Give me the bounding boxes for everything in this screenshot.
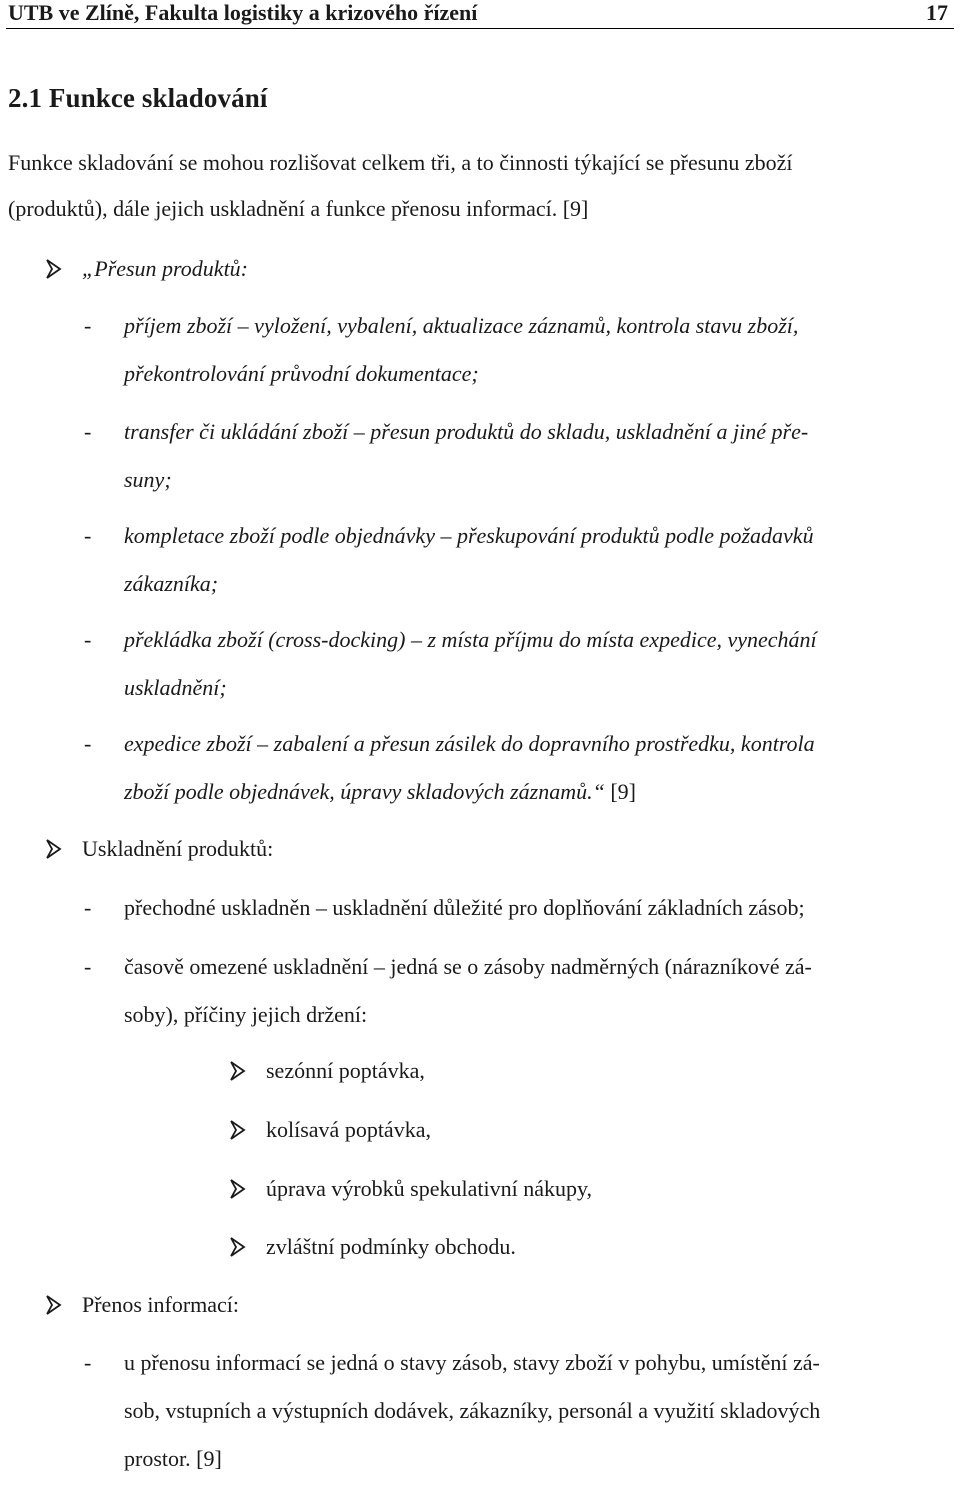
arrow-bullet-icon	[228, 1232, 256, 1262]
item-line: suny;	[124, 467, 172, 492]
item-line: sob, vstupních a výstupních dodávek, zákazníky, personál a využití skladových	[124, 1398, 821, 1423]
bullet-title: „Přesun produktů:	[82, 256, 249, 281]
header-title: UTB ve Zlíně, Fakulta logistiky a krizového řízení	[8, 0, 478, 25]
citation: [9]	[604, 779, 637, 804]
item-line: prostor. [9]	[124, 1446, 222, 1471]
arrow-bullet-icon	[44, 254, 72, 284]
item-line: přechodné uskladněn – uskladnění důležité pro doplňování základních zásob;	[124, 895, 805, 920]
item-line: expedice zboží – zabalení a přesun zásilek do dopravního prostředku, kontrola	[124, 731, 815, 756]
dash-marker: -	[84, 1350, 92, 1375]
item-line: překládka zboží (cross-docking) – z místa příjmu do místa expedice, vynechání	[124, 627, 817, 652]
bullet-title: Uskladnění produktů:	[82, 836, 274, 861]
item-line: uskladnění;	[124, 675, 227, 700]
item-line-quote: zboží podle objednávek, úpravy skladových záznamů.“	[124, 779, 605, 804]
arrow-bullet-icon	[228, 1174, 256, 1204]
arrow-bullet-icon	[44, 1290, 72, 1320]
arrow-bullet-icon	[228, 1115, 256, 1145]
dash-marker: -	[84, 523, 92, 548]
dash-marker: -	[84, 313, 92, 338]
arrow-bullet-icon	[44, 834, 72, 864]
dash-marker: -	[84, 419, 92, 444]
item-line: zákazníka;	[124, 571, 219, 596]
section-heading: 2.1 Funkce skladování	[8, 83, 268, 113]
dash-marker: -	[84, 731, 92, 756]
sub-bullet-text: kolísavá poptávka,	[266, 1117, 431, 1142]
sub-bullet-text: zvláštní podmínky obchodu.	[266, 1234, 516, 1259]
dash-marker: -	[84, 627, 92, 652]
dash-marker: -	[84, 954, 92, 979]
item-line: soby), příčiny jejich držení:	[124, 1002, 368, 1027]
sub-bullet-text: sezónní poptávka,	[266, 1058, 425, 1083]
bullet-title: Přenos informací:	[82, 1292, 240, 1317]
page-number: 17	[926, 0, 948, 25]
arrow-bullet-icon	[228, 1056, 256, 1086]
dash-marker: -	[84, 895, 92, 920]
item-line: transfer či ukládání zboží – přesun produktů do skladu, uskladnění a jiné pře-	[124, 419, 809, 444]
page-header	[6, 0, 954, 29]
item-line: časově omezené uskladnění – jedná se o zásoby nadměrných (nárazníkové zá-	[124, 954, 812, 979]
sub-bullet-text: úprava výrobků spekulativní nákupy,	[266, 1176, 593, 1201]
item-line: u přenosu informací se jedná o stavy zásob, stavy zboží v pohybu, umístění zá-	[124, 1350, 820, 1375]
item-line	[124, 777, 954, 825]
item-line: překontrolování průvodní dokumentace;	[124, 361, 479, 386]
item-line: příjem zboží – vyložení, vybalení, aktualizace záznamů, kontrola stavu zboží,	[124, 313, 799, 338]
intro-line-2: (produktů), dále jejich uskladnění a funkce přenosu informací. [9]	[8, 196, 589, 221]
item-line: kompletace zboží podle objednávky – přeskupování produktů podle požadavků	[124, 523, 814, 548]
intro-line-1: Funkce skladování se mohou rozlišovat celkem tři, a to činnosti týkající se přesunu zboží	[8, 150, 793, 175]
